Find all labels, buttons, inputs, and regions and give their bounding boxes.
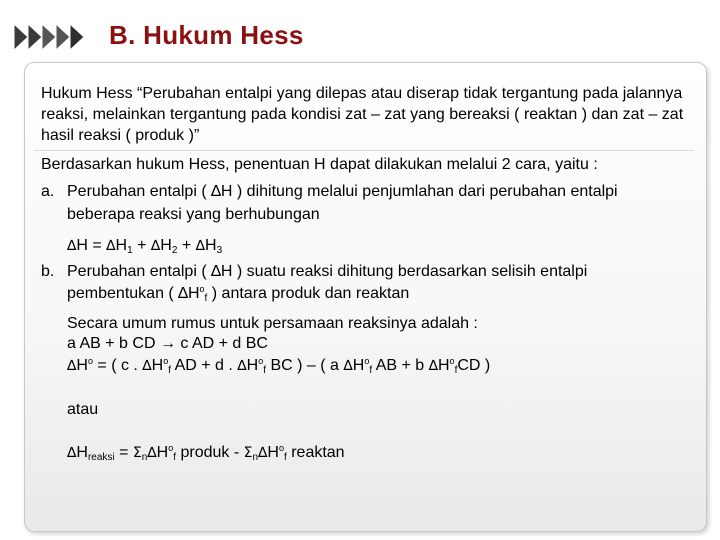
item-a-marker: a. <box>41 183 55 200</box>
equation-delta-h-sum: $\Delta H = \Delta H_1 + \Delta H_2 + \Delta H_3$ <box>67 237 223 256</box>
intro-text: Berdasarkan hukum Hess, penentuan H dapat dilakukan melalui 2 cara, yaitu : <box>41 156 598 173</box>
item-b-line1: Perubahan entalpi ( ∆H ) suatu reaksi dihitung berdasarkan selisih entalpi <box>67 263 588 280</box>
triple-arrow-bullet-icon <box>14 24 94 50</box>
equation-delta-h-formation: $\Delta H^o$ = ( c . $\Delta H^o_f$ AD + d . $\Delta H^o_f$ BC ) – ( a $\Delta H^o_f$ AB + b $\Delta H^o_fCD$ ) <box>67 356 491 376</box>
hess-law-definition: Hukum Hess “Perubahan entalpi yang dilepas atau diserap tidak tergantung pada jalannya reaksi, melainkan tergantung pada kondisi zat – zat yang bereaksi ( reaktan ) dan zat – zat hasil reaksi ( produk )” <box>41 85 684 144</box>
item-a-line1: Perubahan entalpi ( ∆H ) dihitung melalui penjumlahan dari perubahan entalpi <box>67 183 618 200</box>
arrow-right-icon: → <box>159 335 176 352</box>
slide-header <box>0 0 720 62</box>
item-b-line2: pembentukan ( $\Delta H^o_f$ ) antara produk dan reaktan <box>67 284 410 304</box>
reaction-equation: a AB + b CD → c AD + d BC <box>67 335 268 352</box>
atau-text: atau <box>67 401 99 418</box>
slide-title: B. Hukum Hess <box>109 20 304 50</box>
item-b-marker: b. <box>41 263 55 280</box>
general-formula-intro: Secara umum rumus untuk persamaan reaksinya adalah : <box>67 315 478 332</box>
equation-delta-h-reaction: $\Delta H_{reaksi} = \Sigma_n\Delta H^o_f$ produk - $\Sigma_n\Delta H^o_f$ reaktan <box>67 443 345 463</box>
divider <box>34 150 694 151</box>
item-a-line2: beberapa reaksi yang berhubungan <box>67 206 320 223</box>
